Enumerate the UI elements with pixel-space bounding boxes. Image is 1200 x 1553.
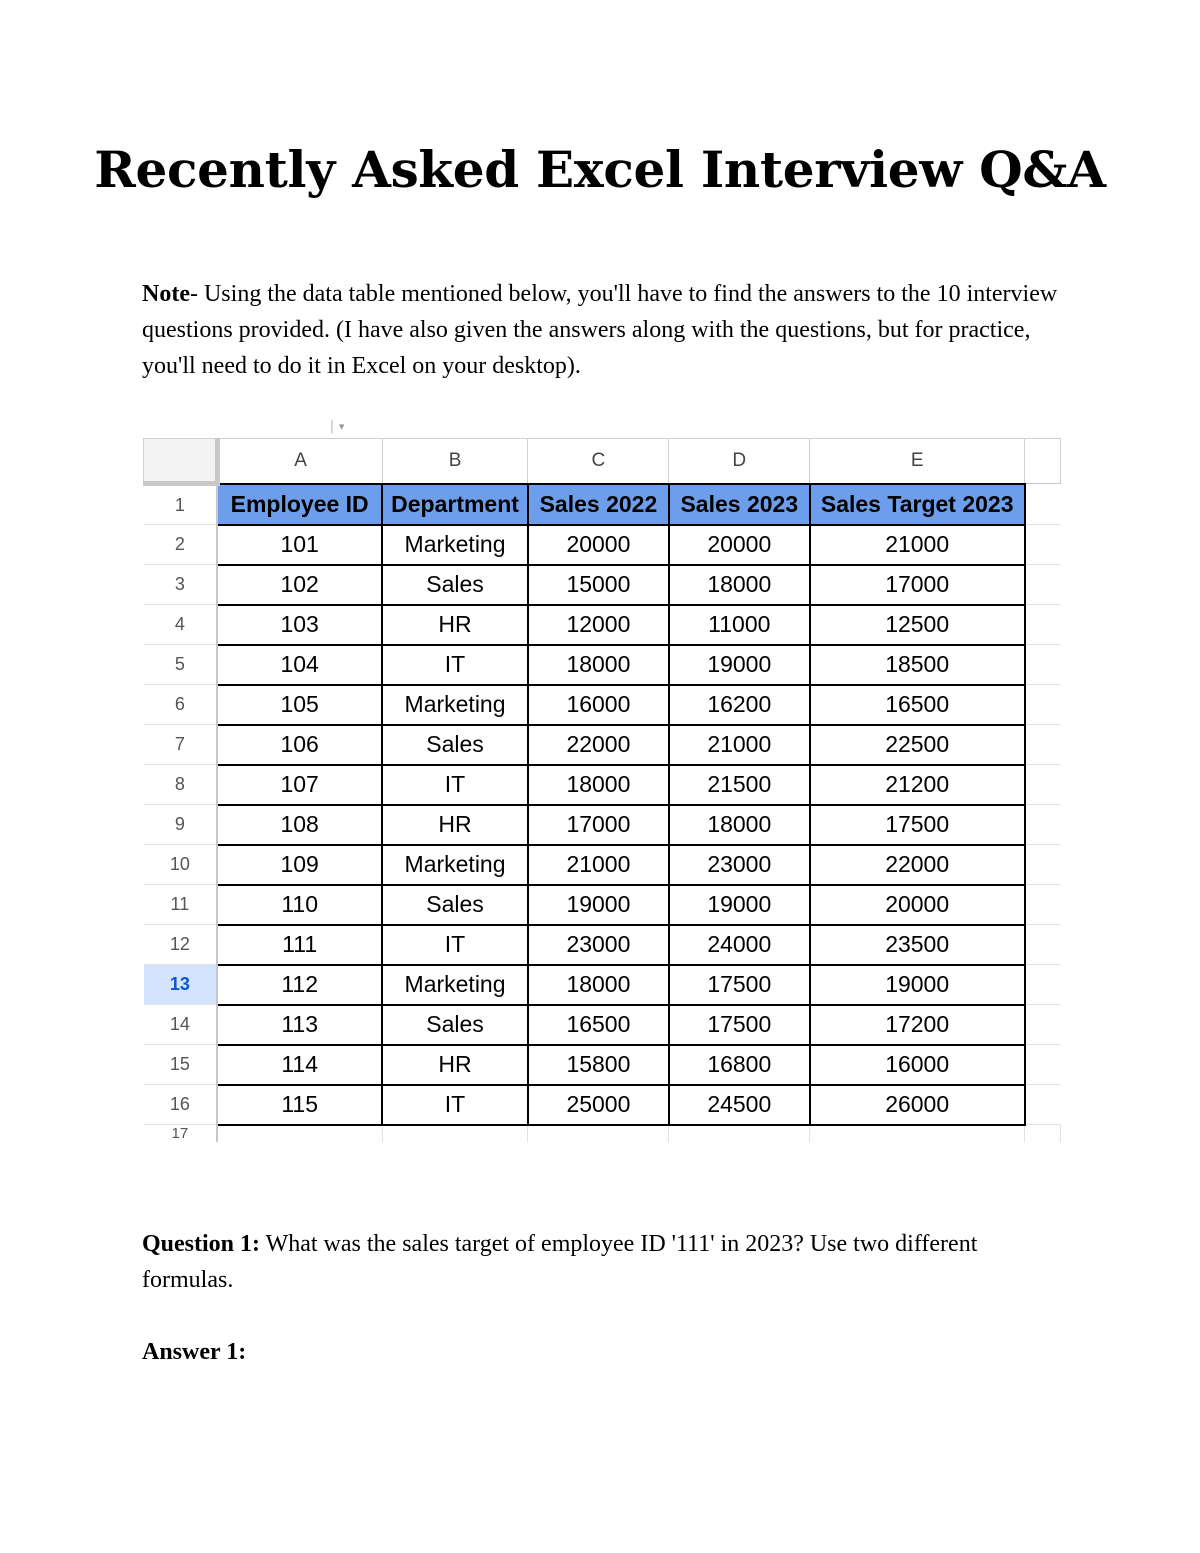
empty-cell[interactable] <box>1025 845 1061 885</box>
table-row <box>144 685 1061 725</box>
page-title: Recently Asked Excel Interview Q&A <box>94 140 1106 199</box>
table-cell[interactable]: IT <box>382 925 528 965</box>
empty-cell[interactable] <box>1025 1045 1061 1085</box>
header-cell[interactable]: Sales Target 2023 <box>810 484 1025 525</box>
row-number[interactable]: 1 <box>144 484 218 525</box>
row-number[interactable]: 7 <box>144 725 218 765</box>
row-number[interactable]: 16 <box>144 1085 218 1125</box>
table-cell[interactable]: HR <box>382 605 528 645</box>
header-cell[interactable]: Sales 2022 <box>528 484 669 525</box>
column-header-c[interactable]: C <box>528 439 669 484</box>
table-cell[interactable]: 114 <box>217 1045 382 1085</box>
table-cell[interactable]: 20000 <box>669 525 810 565</box>
table-cell[interactable]: 16500 <box>810 685 1025 725</box>
empty-cell[interactable] <box>1025 1125 1061 1143</box>
table-row <box>144 645 1061 685</box>
table-cell[interactable]: 16800 <box>669 1045 810 1085</box>
table-cell[interactable]: 17000 <box>810 565 1025 605</box>
table-row <box>144 1085 1061 1125</box>
row-number[interactable]: 4 <box>144 605 218 645</box>
empty-cell[interactable] <box>382 1125 528 1143</box>
table-row <box>144 845 1061 885</box>
table-cell[interactable]: 17500 <box>669 1005 810 1045</box>
table-cell[interactable]: 16000 <box>810 1045 1025 1085</box>
row-number[interactable]: 8 <box>144 765 218 805</box>
empty-cell[interactable] <box>669 1125 810 1143</box>
row-number[interactable]: 9 <box>144 805 218 845</box>
table-cell[interactable]: 19000 <box>669 885 810 925</box>
empty-cell[interactable] <box>1025 645 1061 685</box>
table-cell[interactable]: IT <box>382 1085 528 1125</box>
empty-cell[interactable] <box>1025 484 1061 525</box>
empty-cell[interactable] <box>1025 1005 1061 1045</box>
table-cell[interactable]: 20000 <box>528 525 669 565</box>
table-cell[interactable]: 101 <box>217 525 382 565</box>
table-cell[interactable]: 22500 <box>810 725 1025 765</box>
table-row <box>144 725 1061 765</box>
table-cell[interactable]: 16200 <box>669 685 810 725</box>
table-cell[interactable]: 18000 <box>669 805 810 845</box>
table-cell[interactable]: HR <box>382 805 528 845</box>
column-resize-handle-icon: │ ▾ <box>329 421 345 433</box>
column-header-row <box>144 439 1061 484</box>
note-paragraph <box>142 276 1062 384</box>
table-cell[interactable]: 17500 <box>669 965 810 1005</box>
table-cell[interactable]: Marketing <box>382 845 528 885</box>
table-cell[interactable]: 103 <box>217 605 382 645</box>
row-number[interactable]: 17 <box>144 1125 218 1143</box>
header-cell[interactable]: Department <box>382 484 528 525</box>
question-1 <box>142 1226 1042 1298</box>
header-cell[interactable]: Employee ID <box>217 484 382 525</box>
table-row <box>144 885 1061 925</box>
empty-cell[interactable] <box>1025 925 1061 965</box>
table-cell[interactable]: 108 <box>217 805 382 845</box>
empty-cell[interactable] <box>1025 765 1061 805</box>
table-cell[interactable]: Sales <box>382 565 528 605</box>
table-cell[interactable]: 22000 <box>810 845 1025 885</box>
table-cell[interactable]: 19000 <box>528 885 669 925</box>
empty-cell[interactable] <box>1025 965 1061 1005</box>
table-cell[interactable]: 20000 <box>810 885 1025 925</box>
table-cell[interactable]: 21500 <box>669 765 810 805</box>
table-cell[interactable]: 112 <box>217 965 382 1005</box>
table-header-row <box>144 484 1061 525</box>
row-number[interactable]: 11 <box>144 885 218 925</box>
row-number[interactable]: 3 <box>144 565 218 605</box>
table-row-partial <box>144 1125 1061 1143</box>
table-cell[interactable]: HR <box>382 1045 528 1085</box>
note-label: Note <box>142 281 190 307</box>
empty-cell[interactable] <box>1025 1085 1061 1125</box>
table-cell[interactable]: 106 <box>217 725 382 765</box>
table-cell[interactable]: 113 <box>217 1005 382 1045</box>
answer-1-label: Answer 1: <box>142 1339 247 1365</box>
column-header-e[interactable]: E <box>810 439 1025 484</box>
table-cell[interactable]: 12000 <box>528 605 669 645</box>
header-cell[interactable]: Sales 2023 <box>669 484 810 525</box>
table-cell[interactable]: 24500 <box>669 1085 810 1125</box>
data-table <box>143 438 1061 1142</box>
table-cell[interactable]: 17500 <box>810 805 1025 845</box>
column-header-f[interactable] <box>1025 439 1061 484</box>
table-cell[interactable]: 18000 <box>528 765 669 805</box>
table-cell[interactable]: 15800 <box>528 1045 669 1085</box>
note-text: - Using the data table mentioned below, you'll have to find the answers to the 10 interview questions provided. (I have also given the answers along with the questions, but for practice, you'll need to do it in Excel on your desktop). <box>142 281 1058 379</box>
row-number[interactable]: 12 <box>144 925 218 965</box>
row-number[interactable]: 15 <box>144 1045 218 1085</box>
table-cell[interactable]: 18000 <box>528 965 669 1005</box>
row-number[interactable]: 13 <box>144 965 218 1005</box>
table-cell[interactable]: Sales <box>382 725 528 765</box>
table-cell[interactable]: 18000 <box>669 565 810 605</box>
table-cell[interactable]: 17200 <box>810 1005 1025 1045</box>
empty-cell[interactable] <box>217 1125 382 1143</box>
table-cell[interactable]: 21000 <box>669 725 810 765</box>
table-cell[interactable]: 115 <box>217 1085 382 1125</box>
table-cell[interactable]: 22000 <box>528 725 669 765</box>
table-cell[interactable]: 21200 <box>810 765 1025 805</box>
table-cell[interactable]: 12500 <box>810 605 1025 645</box>
table-row <box>144 1005 1061 1045</box>
table-cell[interactable]: 17000 <box>528 805 669 845</box>
table-row <box>144 565 1061 605</box>
table-cell[interactable]: 16500 <box>528 1005 669 1045</box>
table-row <box>144 765 1061 805</box>
select-all-corner[interactable] <box>144 439 218 484</box>
table-cell[interactable]: 109 <box>217 845 382 885</box>
table-row <box>144 1045 1061 1085</box>
empty-cell[interactable] <box>1025 805 1061 845</box>
question-1-text: What was the sales target of employee ID '111' in 2023? Use two different formulas. <box>142 1231 978 1293</box>
table-cell[interactable]: 24000 <box>669 925 810 965</box>
table-cell[interactable]: 23000 <box>669 845 810 885</box>
table-row <box>144 965 1061 1005</box>
table-cell[interactable]: 16000 <box>528 685 669 725</box>
table-cell[interactable]: 105 <box>217 685 382 725</box>
row-number[interactable]: 14 <box>144 1005 218 1045</box>
spreadsheet-grid <box>143 438 1061 1142</box>
table-cell[interactable]: 26000 <box>810 1085 1025 1125</box>
table-cell[interactable]: 111 <box>217 925 382 965</box>
question-1-label: Question 1: <box>142 1231 261 1257</box>
empty-cell[interactable] <box>1025 605 1061 645</box>
empty-cell[interactable] <box>810 1125 1025 1143</box>
table-row <box>144 525 1061 565</box>
table-cell[interactable]: 11000 <box>669 605 810 645</box>
table-cell[interactable]: 107 <box>217 765 382 805</box>
table-cell[interactable]: 18500 <box>810 645 1025 685</box>
table-cell[interactable]: 110 <box>217 885 382 925</box>
table-cell[interactable]: 25000 <box>528 1085 669 1125</box>
table-cell[interactable]: 18000 <box>528 645 669 685</box>
row-number[interactable]: 6 <box>144 685 218 725</box>
empty-cell[interactable] <box>528 1125 669 1143</box>
table-cell[interactable]: 21000 <box>810 525 1025 565</box>
table-cell[interactable]: 19000 <box>810 965 1025 1005</box>
table-cell[interactable]: Marketing <box>382 965 528 1005</box>
empty-cell[interactable] <box>1025 725 1061 765</box>
table-cell[interactable]: Sales <box>382 885 528 925</box>
table-cell[interactable]: 19000 <box>669 645 810 685</box>
table-cell[interactable]: Marketing <box>382 685 528 725</box>
empty-cell[interactable] <box>1025 885 1061 925</box>
empty-cell[interactable] <box>1025 685 1061 725</box>
empty-cell[interactable] <box>1025 565 1061 605</box>
table-cell[interactable]: 104 <box>217 645 382 685</box>
table-cell[interactable]: 23000 <box>528 925 669 965</box>
column-header-a[interactable]: A <box>217 439 382 484</box>
column-header-b[interactable]: B <box>382 439 528 484</box>
spreadsheet-screenshot <box>143 418 1061 1142</box>
row-number[interactable]: 5 <box>144 645 218 685</box>
table-row <box>144 925 1061 965</box>
row-number[interactable]: 2 <box>144 525 218 565</box>
table-cell[interactable]: 102 <box>217 565 382 605</box>
table-cell[interactable]: Sales <box>382 1005 528 1045</box>
table-cell[interactable]: IT <box>382 645 528 685</box>
table-cell[interactable]: 21000 <box>528 845 669 885</box>
table-cell[interactable]: 15000 <box>528 565 669 605</box>
column-header-d[interactable]: D <box>669 439 810 484</box>
table-cell[interactable]: 23500 <box>810 925 1025 965</box>
table-cell[interactable]: Marketing <box>382 525 528 565</box>
row-number[interactable]: 10 <box>144 845 218 885</box>
table-row <box>144 605 1061 645</box>
empty-cell[interactable] <box>1025 525 1061 565</box>
table-row <box>144 805 1061 845</box>
table-cell[interactable]: IT <box>382 765 528 805</box>
